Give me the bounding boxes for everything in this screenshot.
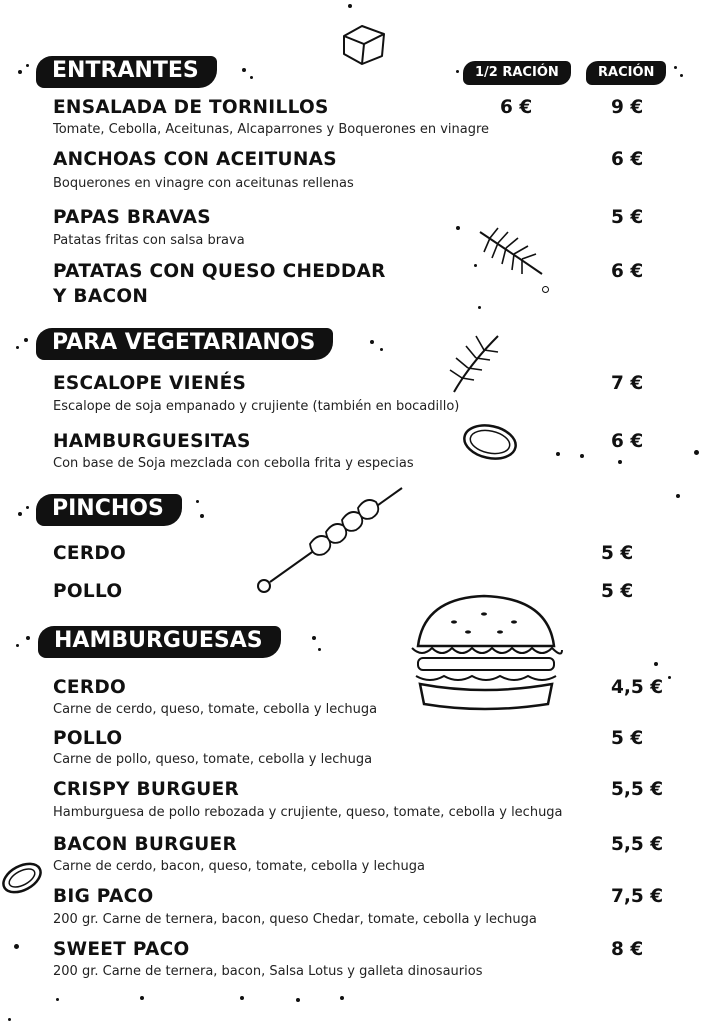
item-name: SWEET PACO xyxy=(53,939,190,960)
item-price: 7,5 € xyxy=(611,886,664,907)
skewer-icon xyxy=(250,484,410,596)
item-name: BACON BURGUER xyxy=(53,834,238,855)
item-name-line2: Y BACON xyxy=(53,286,149,307)
item-price: 6 € xyxy=(611,431,644,452)
item-price: 5 € xyxy=(601,543,634,564)
item-description: 200 gr. Carne de ternera, bacon, Salsa Lotus y galleta dinosaurios xyxy=(53,964,483,979)
item-price: 5 € xyxy=(611,207,644,228)
item-name: ESCALOPE VIENÉS xyxy=(53,373,247,394)
item-name: CERDO xyxy=(53,543,127,564)
item-description: Carne de cerdo, bacon, queso, tomate, cebolla y lechuga xyxy=(53,859,425,874)
section-title-entrantes: ENTRANTES xyxy=(36,56,217,88)
item-description: Con base de Soja mezclada con cebolla frita y especias xyxy=(53,456,414,471)
ration-header: RACIÓN xyxy=(586,61,666,85)
item-name: ENSALADA DE TORNILLOS xyxy=(53,97,329,118)
half-ration-header: 1/2 RACIÓN xyxy=(463,61,571,85)
sugar-cube-icon xyxy=(336,18,392,68)
item-name: BIG PACO xyxy=(53,886,154,907)
item-name: POLLO xyxy=(53,581,123,602)
item-name: ANCHOAS CON ACEITUNAS xyxy=(53,149,337,170)
section-title-vegetarianos: PARA VEGETARIANOS xyxy=(36,328,333,360)
item-name: CERDO xyxy=(53,677,127,698)
burger-icon xyxy=(404,592,564,714)
section-title-hamburguesas: HAMBURGUESAS xyxy=(38,626,281,658)
item-price: 9 € xyxy=(611,97,644,118)
item-description: Tomate, Cebolla, Aceitunas, Alcaparrones y Boquerones en vinagre xyxy=(53,122,490,137)
rosemary-sprig-icon xyxy=(446,330,506,396)
item-price: 6 € xyxy=(611,149,644,170)
item-description: Carne de cerdo, queso, tomate, cebolla y lechuga xyxy=(53,702,378,717)
item-description: 200 gr. Carne de ternera, bacon, queso Chedar, tomate, cebolla y lechuga xyxy=(53,912,537,927)
item-description: Escalope de soja empanado y crujiente (también en bocadillo) xyxy=(53,399,460,414)
item-name: PAPAS BRAVAS xyxy=(53,207,211,228)
item-name: CRISPY BURGUER xyxy=(53,779,240,800)
item-description: Patatas fritas con salsa brava xyxy=(53,233,245,248)
item-name: HAMBURGUESITAS xyxy=(53,431,251,452)
section-title-pinchos: PINCHOS xyxy=(36,494,182,526)
item-price: 5,5 € xyxy=(611,834,664,855)
item-price: 5,5 € xyxy=(611,779,664,800)
item-price: 4,5 € xyxy=(611,677,664,698)
item-description: Carne de pollo, queso, tomate, cebolla y lechuga xyxy=(53,752,373,767)
item-name: POLLO xyxy=(53,728,123,749)
item-price: 8 € xyxy=(611,939,644,960)
item-price: 5 € xyxy=(601,581,634,602)
item-price: 7 € xyxy=(611,373,644,394)
onion-ring-icon xyxy=(460,420,520,464)
item-price: 6 € xyxy=(611,261,644,282)
item-half-price: 6 € xyxy=(500,97,533,118)
item-description: Hamburguesa de pollo rebozada y crujiente, queso, tomate, cebolla y lechuga xyxy=(53,805,563,820)
item-description: Boquerones en vinagre con aceitunas rellenas xyxy=(53,176,354,191)
rosemary-sprig-icon xyxy=(470,222,550,282)
item-price: 5 € xyxy=(611,728,644,749)
item-name: PATATAS CON QUESO CHEDDAR xyxy=(53,261,386,282)
onion-ring-icon xyxy=(0,858,44,898)
